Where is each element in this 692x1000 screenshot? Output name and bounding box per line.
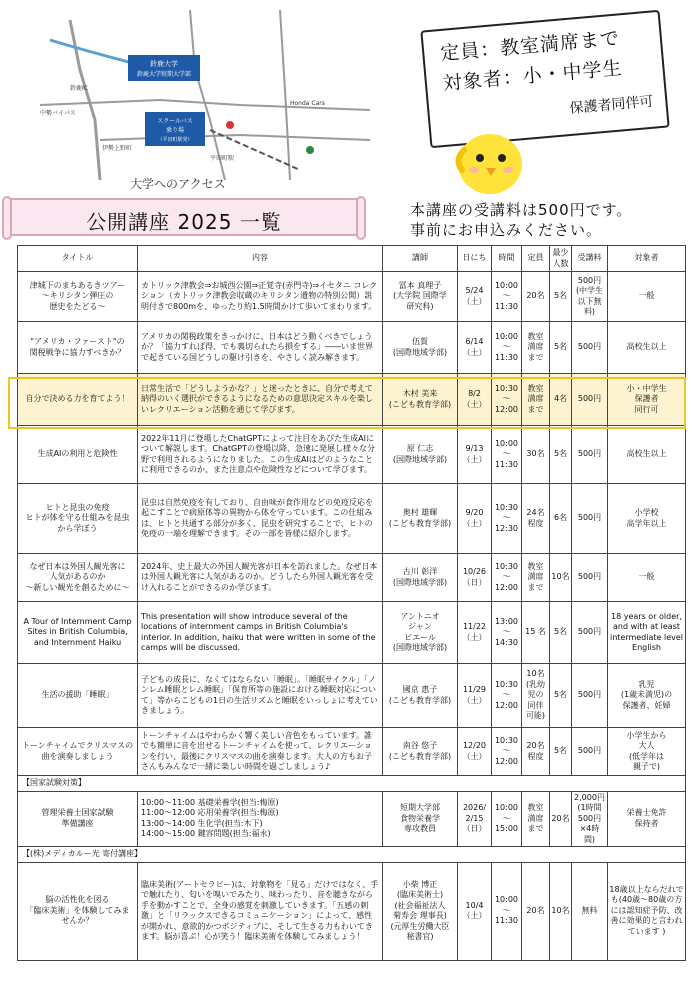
cell-title: トーンチャイムでクリスマスの 曲を演奏しましょう: [18, 728, 138, 776]
cell-capacity: 24名 程度: [522, 484, 550, 554]
cell-min: 5名: [550, 322, 572, 374]
cell-title: 生活の援助「睡眠」: [18, 664, 138, 728]
header-target: 対象者: [608, 246, 686, 272]
page-title-banner: [8, 198, 360, 236]
cell-fee: 2,000円 (1時間 500円 ×4時 間): [572, 791, 608, 847]
section-label: 【国家試験対策】: [18, 776, 686, 792]
table-row: [18, 862, 686, 960]
cell-time: 10:00 ～ 11:30: [492, 272, 522, 322]
table-row: [18, 554, 686, 602]
cell-min: 4名: [550, 374, 572, 426]
cell-min: 10名: [550, 554, 572, 602]
header-title: タイトル: [18, 246, 138, 272]
cell-lecturer: 南谷 悠子 (こども教育学部): [383, 728, 458, 776]
cell-lecturer: 冨本 真理子 (大学院 国際学 研究科): [383, 272, 458, 322]
cell-capacity: 20名: [522, 272, 550, 322]
cell-time: 10:30 ～ 12:00: [492, 374, 522, 426]
cell-title: A Tour of Internment Camp Sites in British Columbia, and Internment Haiku: [18, 602, 138, 664]
cell-target: 高校生以上: [608, 426, 686, 484]
map-label-honda: Honda Cars: [290, 100, 325, 107]
cell-lecturer: 短期大学部 食物栄養学 専攻教員: [383, 791, 458, 847]
cell-date: 2026/ 2/15 （日）: [458, 791, 492, 847]
cell-target: 一般: [608, 272, 686, 322]
cell-capacity: 15 名: [522, 602, 550, 664]
cell-min: 6名: [550, 484, 572, 554]
cell-lecturer: 古川 彰洋 (国際地域学部): [383, 554, 458, 602]
table-row: [18, 374, 686, 426]
cell-target: 小学生から 大人 (低学年は 親子で): [608, 728, 686, 776]
cell-title: 脳の活性化を図る 「臨床美術」を体験してみま せんか？: [18, 862, 138, 960]
cell-time: 10:30 ～ 12:00: [492, 664, 522, 728]
table-row: [18, 728, 686, 776]
cell-time: 10:00 ～ 11:30: [492, 862, 522, 960]
map-label-route: 鈴鹿IC: [70, 85, 88, 92]
cell-content: カトリック津教会⇒お城西公園⇒正覚寺(赤門寺)⇒イセタニ コレクション（カトリック津教会収蔵のキリシタン遺物の特別公開）説明付きで800mを、ゆったり約1.5時間かけて歩いてまわります。: [138, 272, 383, 322]
cell-date: 8/2 （土）: [458, 374, 492, 426]
cell-title: ヒトと昆虫の免疫 ヒトが体を守る仕組みを昆虫 から学ぼう: [18, 484, 138, 554]
cell-capacity: 教室 満席 まで: [522, 322, 550, 374]
cell-content: 2024年、史上最大の外国人観光客が日本を訪れました。なぜ日本は外国人観光客に人気があるのか。どうしたら外国人観光客を受け入れることができるのか学びます。: [138, 554, 383, 602]
fee-note-line2: 事前にお申込みください。: [410, 221, 603, 239]
access-map-graphic: [40, 10, 370, 180]
cell-min: 5名: [550, 272, 572, 322]
cell-time: 10:00 ～ 11:30: [492, 426, 522, 484]
cell-time: 10:30 ～ 12:30: [492, 484, 522, 554]
cell-date: 11/29 （土）: [458, 664, 492, 728]
cell-fee: 無料: [572, 862, 608, 960]
cell-date: 10/26 （日）: [458, 554, 492, 602]
table-row: [18, 791, 686, 847]
section-label: 【(株)メディカルー光 寄付講座】: [18, 847, 686, 863]
cell-time: 10:00 ～ 11:30: [492, 322, 522, 374]
table-body: [18, 272, 686, 961]
cell-fee: 500円: [572, 374, 608, 426]
header-lecturer: 講師: [383, 246, 458, 272]
map-label-bypass: 中勢バイパス: [40, 110, 76, 117]
cell-fee: 500円: [572, 484, 608, 554]
sign-capacity-text: 定員：教室満席まで: [439, 27, 621, 65]
cell-capacity: 教室 満席 まで: [522, 791, 550, 847]
header-fee: 受講料: [572, 246, 608, 272]
cell-min: 5名: [550, 426, 572, 484]
map-label-university: 鈴鹿大学: [150, 60, 178, 68]
cell-lecturer: 木村 美来 (こども教育学部): [383, 374, 458, 426]
access-map: [40, 10, 370, 180]
cell-time: 13:00 ～ 14:30: [492, 602, 522, 664]
cell-content: アメリカの関税政策をきっかけに、日本はどう動くべきでしょうか？「協力すれば得、でも裏切られたら損をする」――いま世界で起きている国どうしの駆け引きを、やさしく読み解きます。: [138, 322, 383, 374]
cell-lecturer: アントニオ ジャン ピエール (国際地域学部): [383, 602, 458, 664]
cell-capacity: 20名 程度: [522, 728, 550, 776]
cell-target: 高校生以上: [608, 322, 686, 374]
map-label-junior-college: 鈴鹿大学短期大学部: [136, 71, 192, 78]
table-row: [18, 484, 686, 554]
page-title: 公開講座 2025 一覧: [86, 210, 282, 234]
cell-capacity: 教室 満席 まで: [522, 554, 550, 602]
cell-content: 10:00～11:00 基礎栄養学(担当:梅原) 11:00～12:00 応用栄養学(担当:梅原) 13:00～14:00 生化学(担当:木下) 14:00～15:00 鍵容問題(担当:福永): [138, 791, 383, 847]
map-label-iseji: 伊勢上野町: [102, 145, 133, 152]
cell-target: 18 years or older, and with at least intermediate level English: [608, 602, 686, 664]
cell-title: 生成AIの利用と危険性: [18, 426, 138, 484]
table-row: [18, 426, 686, 484]
cell-fee: 500円: [572, 728, 608, 776]
map-label-station: 平田町駅: [210, 155, 235, 162]
header-min: 最少 人数: [550, 246, 572, 272]
cell-content: 2022年11月に登場したChatGPTによって注目をあびた生成AIについて解説します。ChatGPTの登場以降、急速に発展し様々な分野で利用されるようになりました。この生成AIはどのようなことに利用できるのか、また注意点や危険性などについて学びます。: [138, 426, 383, 484]
sign-guardian-text: 保護者同伴可: [569, 93, 655, 117]
cell-capacity: 20名: [522, 862, 550, 960]
cell-date: 10/4 （土）: [458, 862, 492, 960]
cell-lecturer: 伍賀 (国際地域学部): [383, 322, 458, 374]
cell-lecturer: 原 仁志 (国際地域学部): [383, 426, 458, 484]
chick-mascot-icon: [450, 120, 530, 200]
cell-min: 5名: [550, 664, 572, 728]
cell-capacity: 30名: [522, 426, 550, 484]
fee-note: [410, 200, 632, 240]
cell-content: 臨床美術(アートセラピー)は、対象物を「見る」だけではなく、手で触れたり、匂いを嗅いでみたり、味わったり、音を聴きながら手を動かすことで、全身の感覚を刺激していきます。「五感の刺激」と「リラックスできるコミュニケーション」によって、感性が開かれ、意欲的かつポジティブに、そして生きる力もわいてきます。脳が喜ぶ！心が笑う！臨床美術を体験してみましょう！: [138, 862, 383, 960]
map-caption: 大学へのアクセス: [130, 177, 226, 191]
table-row: [18, 322, 686, 374]
cell-lecturer: 國京 惠子 (こども教育学部): [383, 664, 458, 728]
cell-fee: 500円: [572, 554, 608, 602]
header-capacity: 定員: [522, 246, 550, 272]
cell-date: 11/22 （土）: [458, 602, 492, 664]
lecture-table: [17, 245, 686, 961]
cell-target: 小・中学生 保護者 同行可: [608, 374, 686, 426]
cell-title: 自分で決める力を育てよう！: [18, 374, 138, 426]
cell-date: 9/20 （土）: [458, 484, 492, 554]
cell-content: 子どもの成長に、なくてはならない「睡眠」。「睡眠サイクル」「ノンレム睡眠とレム睡眠」「保育所等の施設における睡眠対応について」等からこどもの1日の生活リズムと睡眠をいっしょに考えていきましょう。: [138, 664, 383, 728]
cell-content: 日常生活で「どうしようかな？」と迷ったときに、自分で考えて納得のいく選択ができるようになるための意思決定スキルを楽しいレクリエーション活動を通じて学びます。: [138, 374, 383, 426]
cell-lecturer: 小柴 博正 (臨床美術士) (社会福祉法人 菊寿会 理事長) (元厚生労働大臣 秘書官): [383, 862, 458, 960]
fee-note-line1: 本講座の受講料は500円です。: [410, 201, 633, 219]
cell-fee: 500円: [572, 664, 608, 728]
table-row: [18, 664, 686, 728]
cell-time: 10:30 ～ 12:00: [492, 554, 522, 602]
header-time: 時間: [492, 246, 522, 272]
cell-min: 20名: [550, 791, 572, 847]
cell-target: 18歳以上ならだれでも(40歳～80歳の方には認知症予防、改善に効果的と言われています ): [608, 862, 686, 960]
cell-time: 10:30 ～ 12:00: [492, 728, 522, 776]
cell-min: 5名: [550, 728, 572, 776]
cell-date: 5/24 （土）: [458, 272, 492, 322]
cell-capacity: 10名 (乳幼 児の 同伴 可能): [522, 664, 550, 728]
cell-lecturer: 奥村 雄輝 (こども教育学部): [383, 484, 458, 554]
cell-content: トーンチャイムはやわらかく響く美しい音色をもっています。誰でも簡単に音を出せるトーンチャイムを使って、レクリエーションを行い、最後にクリスマスの曲を演奏します。大人の方もお子さんもみんなで一緒に楽しい時間を過ごしましょう♪: [138, 728, 383, 776]
cell-time: 10:00 ～ 15:00: [492, 791, 522, 847]
table-header-row: [18, 246, 686, 272]
cell-target: 小学校 高学年以上: [608, 484, 686, 554]
cell-date: 12/20 （土）: [458, 728, 492, 776]
cell-content: 昆虫は自然免疫を有しており、自由味が食作用などの免疫反応を起こすことで病原体等の異物から体を守っています。この仕組みは、ヒトと共通する部分が多く、昆虫を研究することで、ヒトの免疫の一端を理解できます。その一部を皆様に紹介します。: [138, 484, 383, 554]
map-label-bus-stop-3: （平田町駅発）: [157, 137, 193, 143]
cell-title: なぜ日本は外国人観光客に 人気があるのか ～新しい観光を創るために～: [18, 554, 138, 602]
cell-capacity: 教室 満席 まで: [522, 374, 550, 426]
header-content: 内容: [138, 246, 383, 272]
cell-min: 5名: [550, 602, 572, 664]
map-label-bus-stop: スクールバス: [157, 118, 193, 125]
cell-target: 一般: [608, 554, 686, 602]
cell-target: 乳児 (1歳未満児)の 保護者、妊婦: [608, 664, 686, 728]
cell-date: 6/14 （土）: [458, 322, 492, 374]
cell-min: 10名: [550, 862, 572, 960]
table-section-row: [18, 847, 686, 863]
map-label-bus-stop-2: 乗り場: [165, 127, 185, 134]
sign-target-text: 対象者：小・中学生: [442, 57, 624, 95]
table-row: [18, 602, 686, 664]
cell-fee: 500円 (中学生 以下無 料): [572, 272, 608, 322]
header-date: 日にち: [458, 246, 492, 272]
cell-title: 管理栄養士国家試験 準備講座: [18, 791, 138, 847]
cell-content: This presentation will show introduce several of the locations of internment camps in British Columbia's interior. In addition, haiku that were written in some of the camps will be discussed.: [138, 602, 383, 664]
cell-fee: 500円: [572, 322, 608, 374]
cell-date: 9/13 （土）: [458, 426, 492, 484]
table-row: [18, 272, 686, 322]
cell-title: "アメリカ・ファースト"の 関税戦争に協力すべきか？: [18, 322, 138, 374]
cell-fee: 500円: [572, 602, 608, 664]
table-section-row: [18, 776, 686, 792]
cell-fee: 500円: [572, 426, 608, 484]
cell-target: 栄養士免許 保持者: [608, 791, 686, 847]
cell-title: 津城下のまちあるきツアー ～キリシタン弾圧の 歴史をたどる～: [18, 272, 138, 322]
